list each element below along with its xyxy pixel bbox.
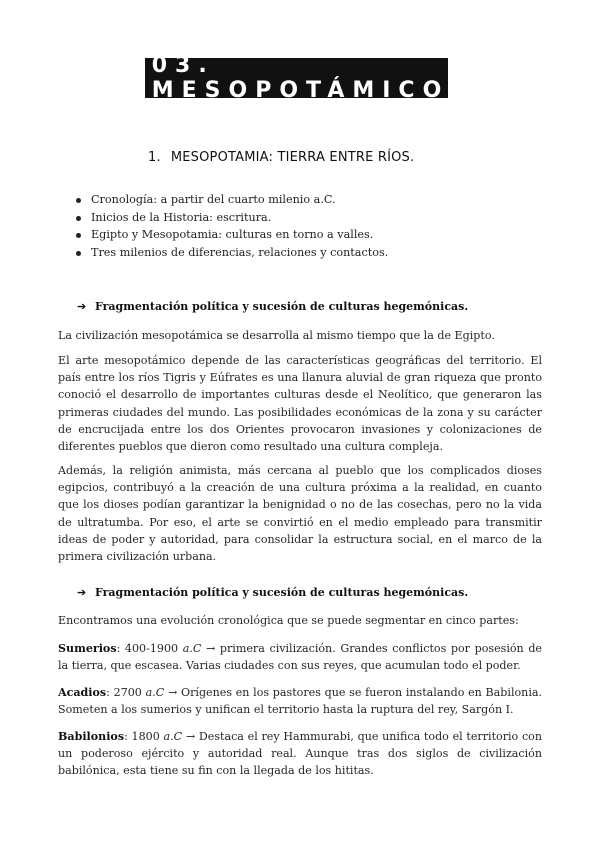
bullet-dot-icon (76, 251, 81, 256)
page-title: 03. MESOPOTÁMICO (145, 58, 448, 98)
subheading-text: Fragmentación política y sucesión de culturas hegemónicas. (95, 300, 469, 313)
term-babilonios: Babilonios (58, 730, 125, 743)
subheading-fragmentacion-2 (77, 586, 468, 599)
paragraph-geografia: El arte mesopotámico depende de las características geográficas del territorio. El país entre los ríos Tigris y Eúfrates es una llanura aluvial de gran riqueza que pronto conoció el desarrollo de importantes culturas desde el Neolítico, que generaron las primeras ciudades del mundo. Las posibilidades económicas de la zona y su carácter de encrucijada entre los dos Orientes provocaron invasiones y colonizaciones de diferentes pueblos que dieron como resultado una cultura compleja. (58, 354, 542, 454)
bullet-dot-icon (76, 198, 81, 203)
list-item: Cronología: a partir del cuarto milenio a.C. (72, 191, 388, 209)
bullet-dot-icon (76, 233, 81, 238)
bullet-list (72, 191, 388, 261)
paragraph-babilonios: Babilonios: 1800 a.C → Destaca el rey Hammurabi, que unifica todo el territorio con un poderoso ejército y autoridad real. Aunque tras dos siglos de civilización babilónica, esta tiene su fin con la llegada de los hititas. (58, 730, 542, 778)
term-acadios: Acadios (58, 686, 107, 699)
subheading-fragmentacion (77, 300, 468, 313)
section-number: 1. (148, 150, 161, 165)
list-item: Tres milenios de diferencias, relaciones y contactos. (72, 244, 388, 262)
section-heading (148, 150, 414, 165)
arrow-right-icon: ➔ (77, 300, 87, 313)
list-item: Egipto y Mesopotamia: culturas en torno a valles. (72, 226, 388, 244)
term-sumerios: Sumerios (58, 642, 117, 655)
paragraph-sumerios: Sumerios: 400-1900 a.C → primera civilización. Grandes conflictos por posesión de la tierra, que escasea. Varias ciudades con sus reyes, que acumulan todo el poder. (58, 642, 542, 673)
paragraph-religion: Además, la religión animista, más cercana al pueblo que los complicados dioses egipcios, contribuyó a la creación de una cultura próxima a la realidad, en cuanto que los dioses podían garantizar la benignidad o no de las cosechas, pero no la vida de ultratumba. Por eso, el arte se convirtió en el medio empleado para transmitir ideas de poder y autoridad, para consolidar la estructura social, en el marco de la primera civilización urbana. (58, 464, 542, 564)
bullet-dot-icon (76, 216, 81, 221)
arrow-right-icon: ➔ (77, 586, 87, 599)
paragraph-intro: La civilización mesopotámica se desarrolla al mismo tiempo que la de Egipto. (58, 329, 495, 342)
paragraph-acadios: Acadios: 2700 a.C → Orígenes en los pastores que se fueron instalando en Babilonia. Someten a los sumerios y unifican el territorio hasta la ruptura del rey, Sargón I. (58, 686, 543, 717)
section-heading-text: MESOPOTAMIA: TIERRA ENTRE RÍOS. (170, 150, 415, 165)
list-item: Inicios de la Historia: escritura. (72, 209, 388, 227)
subheading-text: Fragmentación política y sucesión de culturas hegemónicas. (95, 586, 469, 599)
paragraph-evolucion: Encontramos una evolución cronológica que se puede segmentar en cinco partes: (58, 614, 519, 627)
